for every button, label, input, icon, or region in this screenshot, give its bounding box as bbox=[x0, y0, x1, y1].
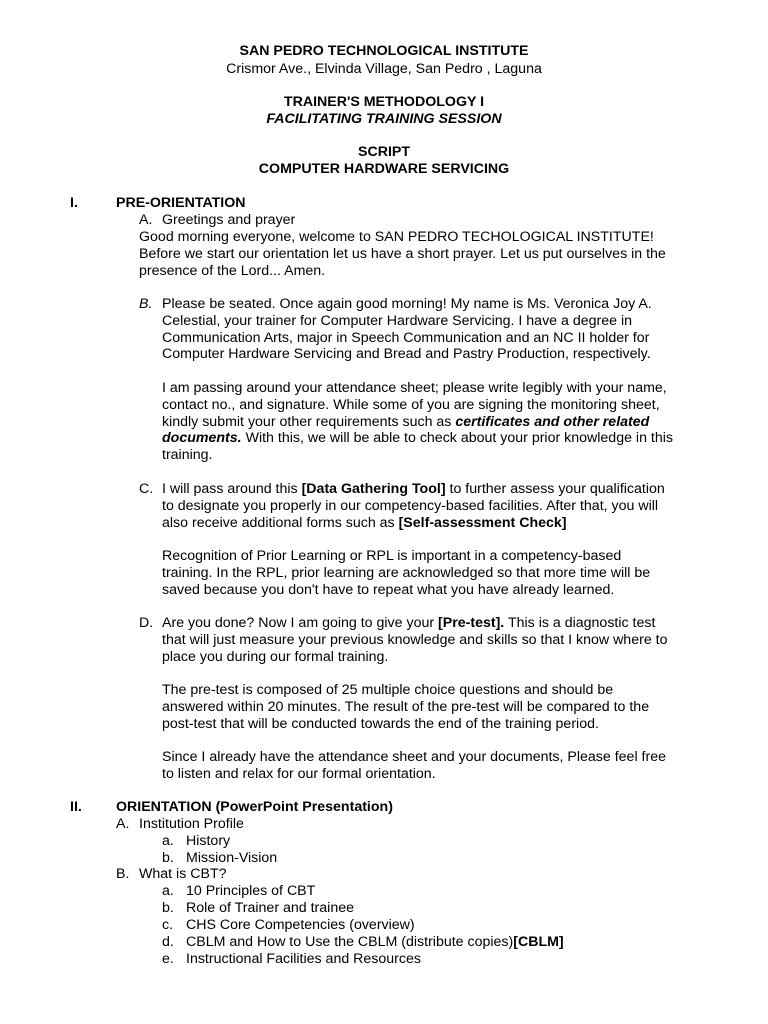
item-c-letter: C. bbox=[139, 481, 154, 497]
section-1-numeral: I. bbox=[70, 195, 78, 211]
course-title: TRAINER'S METHODOLOGY I bbox=[283, 94, 485, 110]
text-line: training. In the RPL, prior learning are acknowledged so that more time will be bbox=[162, 564, 651, 581]
text-line bbox=[162, 414, 742, 431]
text-run: also receive additional forms such as bbox=[162, 514, 399, 531]
text-line: Celestial, your trainer for Computer Hardware Servicing. I have a degree in bbox=[162, 312, 632, 329]
text-run: to further assess your qualification bbox=[445, 481, 665, 497]
list-item-history: History bbox=[186, 833, 231, 849]
pre-test: [Pre-test]. bbox=[438, 615, 505, 631]
text-line: Good morning everyone, welcome to SAN PEDRO TECHOLOGICAL INSTITUTE! bbox=[139, 229, 654, 245]
item-c-paragraph-2 bbox=[162, 548, 742, 598]
text-line bbox=[162, 481, 742, 498]
text-line: presence of the Lord... Amen. bbox=[139, 262, 326, 279]
text-run: I will pass around this bbox=[162, 481, 302, 497]
emphasis-documents: documents. bbox=[162, 430, 242, 447]
institute-name: SAN PEDRO TECHNOLOGICAL INSTITUTE bbox=[239, 43, 529, 59]
section-1-title: PRE-ORIENTATION bbox=[116, 195, 246, 211]
text-line: contact no., and signature. While some of you are signing the monitoring sheet, bbox=[162, 396, 660, 413]
list-item-cblm bbox=[186, 934, 564, 951]
text-line bbox=[162, 430, 742, 447]
item-a-text bbox=[139, 229, 739, 279]
text-run: With this, we will be able to check about your prior knowledge in this bbox=[241, 430, 673, 447]
text-line: The pre-test is composed of 25 multiple choice questions and should be bbox=[162, 682, 614, 698]
text-line: Please be seated. Once again good morning! My name is Ms. Veronica Joy A. bbox=[162, 296, 652, 312]
emphasis-certificates: certificates and other related bbox=[455, 413, 650, 430]
list-item-facilities: Instructional Facilities and Resources bbox=[186, 951, 421, 967]
text-line: to designate you properly in our competency-based facilities. After that, you will bbox=[162, 497, 659, 514]
text-line: answered within 20 minutes. The result of the pre-test will be compared to the bbox=[162, 698, 650, 715]
text-line bbox=[162, 515, 742, 532]
section-2-a-heading: Institution Profile bbox=[139, 816, 244, 832]
script-label: SCRIPT bbox=[357, 144, 411, 160]
item-b-letter: B. bbox=[139, 296, 153, 312]
text-line: post-test that will be conducted towards the end of the training period. bbox=[162, 715, 599, 732]
text-line bbox=[162, 615, 742, 632]
text-line: saved because you don't have to repeat what you have already learned. bbox=[162, 581, 615, 598]
list-item-principles: 10 Principles of CBT bbox=[186, 883, 316, 899]
item-d-paragraph-3 bbox=[162, 749, 742, 783]
text-line: that will just measure your previous knowledge and skills so that I know where to bbox=[162, 631, 668, 648]
text-run: This is a diagnostic test bbox=[504, 615, 656, 631]
item-c-paragraph-1 bbox=[162, 481, 742, 531]
section-2-title: ORIENTATION (PowerPoint Presentation) bbox=[116, 799, 393, 815]
item-a-heading: Greetings and prayer bbox=[162, 212, 296, 228]
section-2-numeral: II. bbox=[70, 799, 82, 815]
text-line: Communication Arts, major in Speech Communication and an NC II holder for bbox=[162, 329, 650, 346]
item-b-paragraph-1 bbox=[162, 296, 742, 363]
cblm-tag: [CBLM] bbox=[513, 934, 564, 950]
list-item-letter: e. bbox=[162, 951, 174, 967]
text-run: Are you done? Now I am going to give your bbox=[162, 615, 439, 631]
program-title: COMPUTER HARDWARE SERVICING bbox=[258, 161, 510, 177]
list-item-letter: d. bbox=[162, 934, 174, 950]
section-2-b-letter: B. bbox=[116, 866, 130, 882]
item-b-paragraph-2 bbox=[162, 380, 742, 464]
institute-address: Crismor Ave., Elvinda Village, San Pedro , Laguna bbox=[226, 61, 542, 77]
text-line: training. bbox=[162, 447, 213, 464]
text-line: Recognition of Prior Learning or RPL is important in a competency-based bbox=[162, 548, 622, 564]
list-item-letter: a. bbox=[162, 833, 174, 849]
list-item-letter: b. bbox=[162, 850, 174, 866]
self-assessment-check: [Self-assessment Check] bbox=[398, 514, 567, 531]
text-line: Since I already have the attendance sheet and your documents, Please feel free bbox=[162, 749, 666, 765]
text-line: Computer Hardware Servicing and Bread and Pastry Production, respectively. bbox=[162, 346, 651, 363]
text-line: place you during our formal training. bbox=[162, 648, 389, 665]
text-run: CBLM and How to Use the CBLM (distribute copies) bbox=[186, 934, 514, 950]
item-d-paragraph-2 bbox=[162, 682, 742, 732]
list-item-letter: b. bbox=[162, 900, 174, 916]
list-item-competencies: CHS Core Competencies (overview) bbox=[186, 917, 415, 933]
section-2-b-heading: What is CBT? bbox=[139, 866, 227, 882]
item-a-letter: A. bbox=[139, 212, 153, 228]
item-d-paragraph-1 bbox=[162, 615, 742, 665]
section-2-a-letter: A. bbox=[116, 816, 130, 832]
text-line: Before we start our orientation let us have a short prayer. Let us put ourselves in the bbox=[139, 245, 666, 262]
list-item-roles: Role of Trainer and trainee bbox=[186, 900, 354, 916]
list-item-letter: a. bbox=[162, 883, 174, 899]
data-gathering-tool: [Data Gathering Tool] bbox=[301, 481, 446, 497]
text-line: to listen and relax for our formal orientation. bbox=[162, 765, 436, 782]
list-item-mission-vision: Mission-Vision bbox=[186, 850, 278, 866]
list-item-letter: c. bbox=[162, 917, 174, 933]
course-subtitle: FACILITATING TRAINING SESSION bbox=[266, 111, 502, 127]
text-line: I am passing around your attendance sheet; please write legibly with your name, bbox=[162, 380, 667, 396]
text-run: kindly submit your other requirements such as bbox=[162, 413, 456, 430]
item-d-letter: D. bbox=[139, 615, 154, 631]
